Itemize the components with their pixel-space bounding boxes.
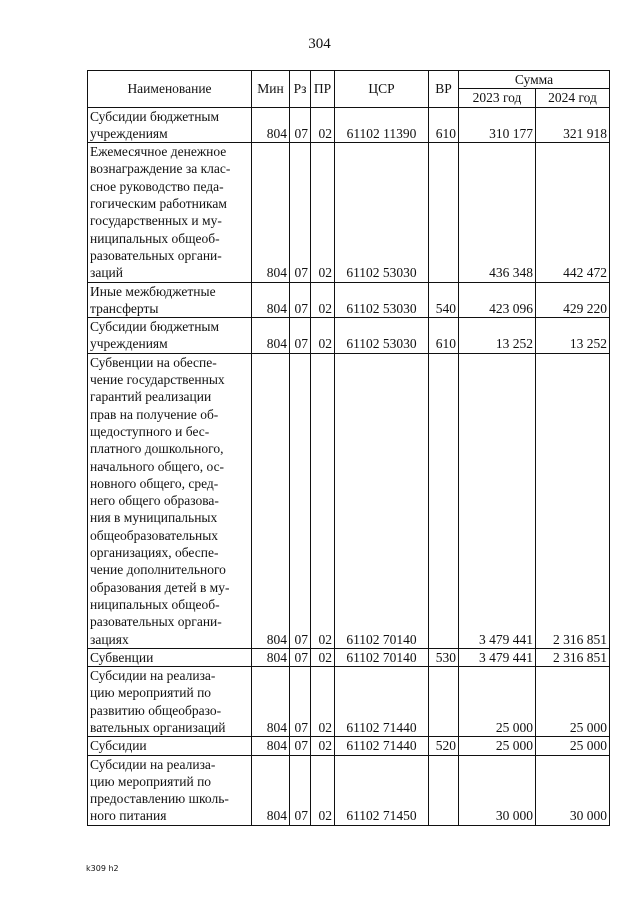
row-2024-cell: 25 000 xyxy=(536,667,610,737)
row-2023-cell: 3 479 441 xyxy=(459,648,536,666)
row-name-line: прав на получение об- xyxy=(90,406,219,422)
header-2024: 2024 год xyxy=(536,89,610,107)
header-row xyxy=(88,71,610,89)
row-pr-cell: 02 xyxy=(311,143,335,282)
row-name-cell xyxy=(88,648,252,666)
row-name-line: общеобразовательных xyxy=(90,527,219,543)
header-2023: 2023 год xyxy=(459,89,536,107)
row-name-line: Субсидии на реализа- xyxy=(90,756,216,772)
row-2023-cell: 310 177 xyxy=(459,107,536,143)
row-2024-cell: 321 918 xyxy=(536,107,610,143)
row-min-cell: 804 xyxy=(252,667,290,737)
table-row xyxy=(88,282,610,318)
row-name-cell xyxy=(88,282,252,318)
row-2023-cell: 3 479 441 xyxy=(459,353,536,648)
header-min: Мин xyxy=(252,71,290,108)
row-csr-cell: 61102 53030 xyxy=(335,143,429,282)
row-name-line: вательных организаций xyxy=(90,719,226,735)
table-row xyxy=(88,737,610,755)
row-csr-cell: 61102 71450 xyxy=(335,755,429,825)
row-name-cell xyxy=(88,667,252,737)
row-name-line: образования детей в му- xyxy=(90,579,230,595)
row-name-line: Ежемесячное денежное xyxy=(90,144,227,160)
row-name-line: Субвенции xyxy=(90,649,154,665)
row-rz-cell: 07 xyxy=(290,353,311,648)
row-csr-cell: 61102 53030 xyxy=(335,282,429,318)
row-vr-cell: 540 xyxy=(429,282,459,318)
row-2024-cell: 2 316 851 xyxy=(536,353,610,648)
row-vr-cell: 530 xyxy=(429,648,459,666)
table-row xyxy=(88,755,610,825)
row-2023-cell: 436 348 xyxy=(459,143,536,282)
row-pr-cell: 02 xyxy=(311,353,335,648)
row-name-line: предоставлению школь- xyxy=(90,791,229,807)
row-rz-cell: 07 xyxy=(290,737,311,755)
row-name-line: организациях, обеспе- xyxy=(90,545,219,561)
row-rz-cell: 07 xyxy=(290,648,311,666)
row-name-cell xyxy=(88,755,252,825)
header-sum: Сумма xyxy=(459,71,610,89)
row-2023-cell: 423 096 xyxy=(459,282,536,318)
row-2023-cell: 25 000 xyxy=(459,737,536,755)
row-name-line: начального общего, ос- xyxy=(90,458,225,474)
row-csr-cell: 61102 70140 xyxy=(335,353,429,648)
row-2023-cell: 30 000 xyxy=(459,755,536,825)
row-rz-cell: 07 xyxy=(290,282,311,318)
row-name-line: чение дополнительного xyxy=(90,562,226,578)
table-row xyxy=(88,353,610,648)
row-rz-cell: 07 xyxy=(290,107,311,143)
row-pr-cell: 02 xyxy=(311,648,335,666)
table-row xyxy=(88,648,610,666)
row-pr-cell: 02 xyxy=(311,755,335,825)
header-pr: ПР xyxy=(311,71,335,108)
row-vr-cell xyxy=(429,667,459,737)
row-name-line: Субвенции на обеспе- xyxy=(90,354,217,370)
row-min-cell: 804 xyxy=(252,737,290,755)
table-row xyxy=(88,143,610,282)
row-name-line: ного питания xyxy=(90,808,167,824)
row-name-cell xyxy=(88,107,252,143)
page-number: 304 xyxy=(308,36,331,52)
row-2023-cell: 13 252 xyxy=(459,318,536,354)
header-csr: ЦСР xyxy=(335,71,429,108)
row-min-cell: 804 xyxy=(252,648,290,666)
row-name-line: разовательных органи- xyxy=(90,614,222,630)
row-name-line: цию мероприятий по xyxy=(90,773,212,789)
row-min-cell: 804 xyxy=(252,107,290,143)
row-csr-cell: 61102 70140 xyxy=(335,648,429,666)
budget-table xyxy=(87,70,610,826)
row-pr-cell: 02 xyxy=(311,667,335,737)
footer-code: k309 h2 xyxy=(86,864,119,873)
row-rz-cell: 07 xyxy=(290,143,311,282)
row-name-cell xyxy=(88,143,252,282)
row-name-line: развитию общеобразо- xyxy=(90,702,222,718)
table-row xyxy=(88,318,610,354)
row-min-cell: 804 xyxy=(252,353,290,648)
row-2024-cell: 30 000 xyxy=(536,755,610,825)
row-2024-cell: 25 000 xyxy=(536,737,610,755)
row-rz-cell: 07 xyxy=(290,667,311,737)
row-name-line: Субсидии бюджетным xyxy=(90,319,220,335)
row-2024-cell: 13 252 xyxy=(536,318,610,354)
header-name: Наименование xyxy=(88,71,252,108)
row-name-line: новного общего, сред- xyxy=(90,475,219,491)
row-2024-cell: 442 472 xyxy=(536,143,610,282)
row-pr-cell: 02 xyxy=(311,318,335,354)
row-csr-cell: 61102 11390 xyxy=(335,107,429,143)
row-name-line: гогическим работникам xyxy=(90,196,227,212)
header-rz: Рз xyxy=(290,71,311,108)
row-vr-cell: 610 xyxy=(429,318,459,354)
row-name-cell xyxy=(88,353,252,648)
row-min-cell: 804 xyxy=(252,282,290,318)
table-row xyxy=(88,107,610,143)
row-name-line: ния в муниципальных xyxy=(90,510,218,526)
row-vr-cell xyxy=(429,143,459,282)
row-name-line: Иные межбюджетные xyxy=(90,283,216,299)
row-name-cell xyxy=(88,318,252,354)
row-csr-cell: 61102 71440 xyxy=(335,667,429,737)
row-name-line: чение государственных xyxy=(90,372,225,388)
header-vr: ВР xyxy=(429,71,459,108)
row-name-line: государственных и му- xyxy=(90,213,222,229)
row-name-line: ниципальных общеоб- xyxy=(90,230,220,246)
row-2024-cell: 429 220 xyxy=(536,282,610,318)
row-vr-cell: 610 xyxy=(429,107,459,143)
row-name-line: цию мероприятий по xyxy=(90,685,212,701)
row-name-line: трансферты xyxy=(90,300,159,316)
row-vr-cell: 520 xyxy=(429,737,459,755)
row-pr-cell: 02 xyxy=(311,282,335,318)
row-min-cell: 804 xyxy=(252,318,290,354)
row-min-cell: 804 xyxy=(252,755,290,825)
row-name-line: Субсидии xyxy=(90,738,147,754)
row-pr-cell: 02 xyxy=(311,737,335,755)
row-vr-cell xyxy=(429,353,459,648)
row-name-line: платного дошкольного, xyxy=(90,441,224,457)
row-csr-cell: 61102 53030 xyxy=(335,318,429,354)
row-pr-cell: 02 xyxy=(311,107,335,143)
row-name-line: ниципальных общеоб- xyxy=(90,596,220,612)
row-name-line: щедоступного и бес- xyxy=(90,423,210,439)
row-name-line: заций xyxy=(90,265,123,281)
row-2024-cell: 2 316 851 xyxy=(536,648,610,666)
row-name-line: зациях xyxy=(90,631,129,647)
row-name-line: учреждениям xyxy=(90,336,168,352)
table-row xyxy=(88,667,610,737)
row-name-line: вознаграждение за клас- xyxy=(90,161,231,177)
row-name-line: него общего образова- xyxy=(90,493,219,509)
row-name-line: Субсидии бюджетным xyxy=(90,108,220,124)
row-rz-cell: 07 xyxy=(290,318,311,354)
row-name-line: гарантий реализации xyxy=(90,389,212,405)
row-2023-cell: 25 000 xyxy=(459,667,536,737)
row-name-line: Субсидии на реализа- xyxy=(90,668,216,684)
row-vr-cell xyxy=(429,755,459,825)
row-name-line: разовательных органи- xyxy=(90,247,222,263)
row-rz-cell: 07 xyxy=(290,755,311,825)
row-name-line: сное руководство педа- xyxy=(90,178,224,194)
row-name-line: учреждениям xyxy=(90,125,168,141)
row-name-cell xyxy=(88,737,252,755)
row-csr-cell: 61102 71440 xyxy=(335,737,429,755)
row-min-cell: 804 xyxy=(252,143,290,282)
